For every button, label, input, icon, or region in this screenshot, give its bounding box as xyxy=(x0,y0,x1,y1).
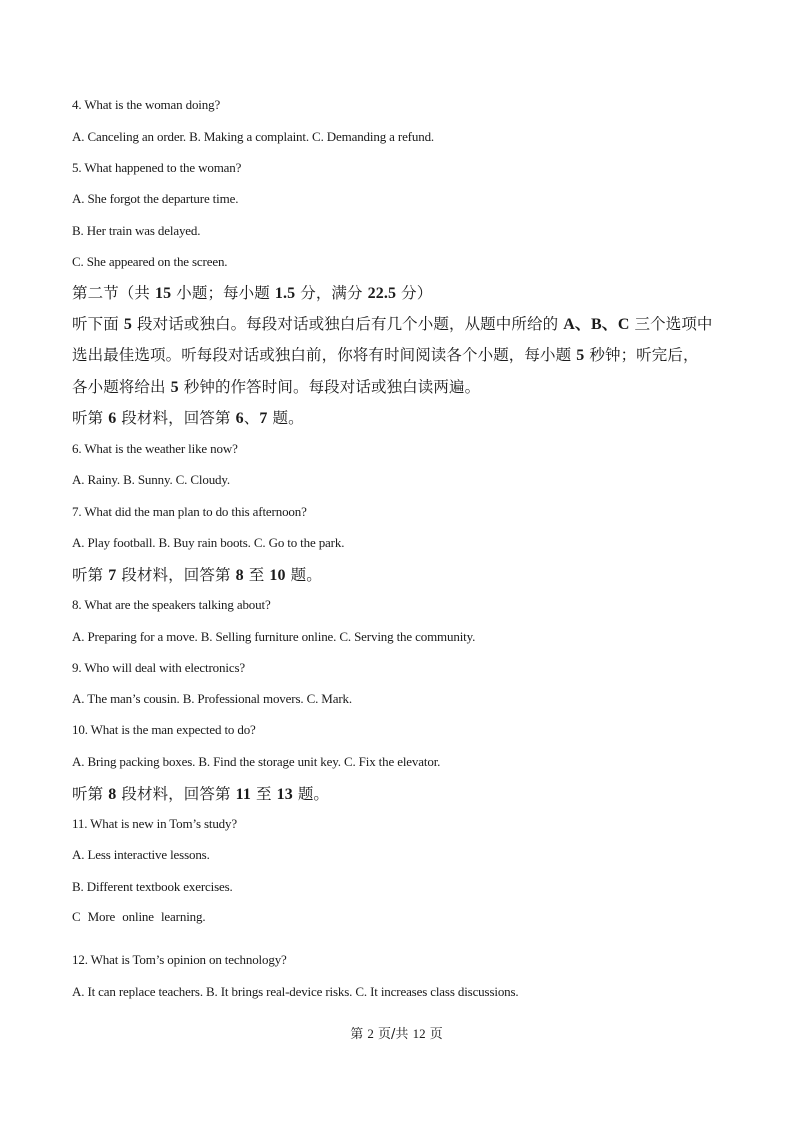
question-11: 11. What is new in Tom’s study? xyxy=(72,816,237,831)
question-7-options: A. Play football. B. Buy rain boots. C. Go to the park. xyxy=(72,535,345,550)
material-7-header: 听第 7 段材料，回答第 8 至 10 题。 xyxy=(72,566,322,584)
question-8-options: A. Preparing for a move. B. Selling furniture online. C. Serving the community. xyxy=(72,629,476,644)
page-footer: 第 2 页/共 12 页 xyxy=(350,1026,443,1042)
question-10-options: A. Bring packing boxes. B. Find the storage unit key. C. Fix the elevator. xyxy=(72,754,441,769)
question-11-option-c: C More online learning. xyxy=(72,909,206,924)
question-5-option-a: A. She forgot the departure time. xyxy=(72,191,239,206)
section-2-header: 第二节（共 15 小题；每小题 1.5 分，满分 22.5 分） xyxy=(72,284,433,302)
question-4: 4. What is the woman doing? xyxy=(72,97,221,112)
material-6-header: 听第 6 段材料，回答第 6、7 题。 xyxy=(72,409,304,427)
question-6-options: A. Rainy. B. Sunny. C. Cloudy. xyxy=(72,472,231,487)
question-12-options: A. It can replace teachers. B. It brings real-device risks. C. It increases class discussions. xyxy=(72,984,519,999)
question-9-options: A. The man’s cousin. B. Professional movers. C. Mark. xyxy=(72,691,352,706)
question-5-option-c: C. She appeared on the screen. xyxy=(72,254,228,269)
question-6: 6. What is the weather like now? xyxy=(72,441,238,456)
section-2-instruction-line-1: 听下面 5 段对话或独白。每段对话或独白后有几个小题，从题中所给的 A、B、C 三个选项中 xyxy=(72,315,713,333)
question-11-option-a: A. Less interactive lessons. xyxy=(72,847,210,862)
question-7: 7. What did the man plan to do this afternoon? xyxy=(72,504,307,519)
question-5-option-b: B. Her train was delayed. xyxy=(72,223,201,238)
question-9: 9. Who will deal with electronics? xyxy=(72,660,245,675)
question-12: 12. What is Tom’s opinion on technology? xyxy=(72,952,287,967)
question-11-option-b: B. Different textbook exercises. xyxy=(72,879,233,894)
section-2-instruction-line-2: 选出最佳选项。听每段对话或独白前，你将有时间阅读各个小题，每小题 5 秒钟；听完后， xyxy=(72,346,699,364)
question-5: 5. What happened to the woman? xyxy=(72,160,242,175)
question-8: 8. What are the speakers talking about? xyxy=(72,597,271,612)
material-8-header: 听第 8 段材料，回答第 11 至 13 题。 xyxy=(72,785,330,803)
question-4-options: A. Canceling an order. B. Making a complaint. C. Demanding a refund. xyxy=(72,129,435,144)
section-2-instruction-line-3: 各小题将给出 5 秒钟的作答时间。每段对话或独白读两遍。 xyxy=(72,378,481,396)
question-10: 10. What is the man expected to do? xyxy=(72,722,256,737)
